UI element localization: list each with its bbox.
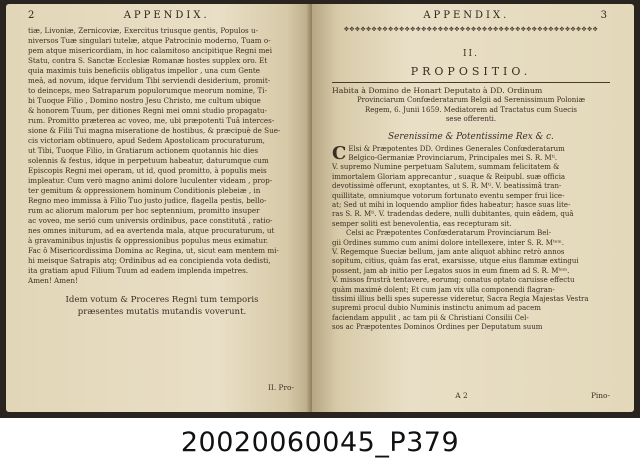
salutation: Serenissime & Potentissime Rex & c. [388, 131, 554, 142]
left-closing-text [28, 294, 296, 318]
summary-main-line: Habita à Domino de Honart Deputato à DD. Ordinum [332, 86, 543, 95]
left-body-line: à gravaminibus injustis & oppressionibus populus meus eximatur. [28, 236, 269, 245]
left-body-line: tiæ, Livoniæ, Zernicoviæ, Exercitus triusque gentis, Populos u- [28, 26, 259, 35]
left-body-line: ita gratiam apud Filium Tuum ad eadem implenda impetres. [28, 266, 249, 275]
left-body-line: Amen! Amen! [28, 276, 78, 285]
right-body-line: quillitate, omniumque votorum fortunato eventu semper frui lice- [332, 191, 565, 200]
right-body-line: semper soliti est benevolentia, eas recepturam sit. [332, 219, 512, 228]
left-running-head [28, 10, 296, 24]
right-body-text [332, 142, 610, 333]
heading-rule [332, 82, 610, 83]
right-body-line: at; Sed ut mihi in loquendo amplior fides habeatur; hasce suas lite- [332, 200, 571, 209]
left-body-line: cis victoriam obtinuero, apud Sedem Apostolicam procuraturum, [28, 136, 265, 145]
left-body-line: Regno meo immissa à Filio Tuo justo judice, flagella pestis, bello- [28, 196, 267, 205]
right-body-line: possent, jam ab initio per Legatos suos in eum finem ad S. R. Mᵗᵉᵐ. [332, 266, 570, 275]
drop-cap: C [332, 142, 347, 164]
left-running-title: APPENDIX. [123, 10, 210, 21]
left-closing-line: Idem votum & Proceres Regni tum temporis [65, 295, 259, 305]
summary-line: Provinciarum Confœderatarum Belgii ad Serenissimum Poloniæ [356, 96, 586, 104]
left-page [6, 4, 312, 412]
summary-line: Regem, 6. Junii 1659. Mediatorem ad Tractatus cum Suecis [364, 105, 577, 114]
left-body-line: nes omnes initurum, ad ea avertenda mala, atque procuraturum, ut [28, 226, 275, 235]
image-caption: 20020060045_P379 [180, 426, 460, 458]
right-running-head [332, 10, 610, 24]
left-body-line: bi Tuoque Filio , Domino nostro Jesu Christo, me cultum ubique [28, 96, 261, 105]
left-body-line: hi meisque Satrapis atq; Ordinibus ad ea concipienda vota dedisti, [28, 256, 271, 265]
left-body-line: ac voveo, me serió cum universis ordinibus, pace constitutâ , ratio- [28, 216, 273, 225]
left-body-line: Fac ô Misericordissima Domina ac Regina, ut, sicut eam mentem mi- [28, 246, 279, 255]
left-body-line: rum ac aliorum malorum per hoc septennium, promitto insuper [28, 206, 260, 215]
right-body-line: Belgico-Germaniæ Provinciarum, Principales mei S. R. Mᵗⁱ. [348, 153, 558, 162]
right-body-line: quàm maximè dolent; Et cum jam vix ulla componendi flagran- [332, 285, 555, 294]
section-heading: PROPOSITIO. [410, 65, 532, 78]
summary-line: sese offerenti. [445, 115, 497, 123]
left-body-line: Statu, contra S. Sanctæ Ecclesiæ Romanæ hostes supplex oro. Et [28, 56, 268, 65]
left-body-line: quia maximis tuis beneficiis obligatus impellor , una cum Gente [28, 66, 260, 75]
left-catchword: II. Pro- [268, 383, 294, 392]
left-body-line: rum. Promitto præterea ac voveo, me, ubi præpotenti Tuâ interces- [28, 116, 275, 125]
left-body-text [28, 26, 296, 286]
right-page [312, 4, 634, 412]
left-body-line: pem atque misericordiam, in hoc calamitoso ancipitique Regni mei [28, 46, 272, 55]
right-body-line: sopitum, citius, quàm fas erat, exarsisse, utque eius flammæ extingui [332, 257, 579, 266]
left-body-line: solennis & festus, idque in perpetuum habeatur, daturumque cum [28, 156, 269, 165]
signature-mark: A 2 [455, 391, 468, 400]
left-closing-line: præsentes mutatis mutandis voverunt. [77, 307, 247, 317]
right-body-line: supremi procul dubio Numinis instinctu animum ad pacem [332, 304, 541, 313]
right-body-line: V. supremo Numine perpetuam Salutem, summam felicitatem & [332, 163, 560, 172]
right-body-line: Celsi ac Præpotentes Confœderatarum Provinciarum Bel- [346, 229, 552, 238]
left-body-line: & honorem Tuum, per ditiones Regni mei omni studio propagatu- [28, 106, 267, 115]
ornamental-border-row: ✥✥✥✥✥✥✥✥✥✥✥✥✥✥✥✥✥✥✥✥✥✥✥✥✥✥✥✥✥✥✥✥✥✥✥✥✥✥✥✥✥✥✥✥✥✥ [343, 26, 599, 33]
right-body-line: tissimi illius belli spes superesse videretur, Sacra Regia Majestas Vestra [332, 295, 589, 303]
left-body-line: meâ, ad novum, idque fervidum Tibi serviendi desiderium, promit- [28, 76, 271, 85]
right-running-title: APPENDIX. [423, 10, 510, 21]
left-body-line: Episcopis Regni mei operam, ut id, quod promitto, à populis meis [28, 166, 267, 175]
right-body-line: ras S. R. Mᵗⁱ. V. tradendas dedere, nulli dubitantes, quin eâdem, quâ [332, 210, 574, 219]
left-body-line: ut Tibi, Tuoque Filio, in Gratiarum actionem quotannis hic dies [28, 146, 259, 155]
right-body-line: V. missos frustrà tentavere, eorumq; conatus optato caruisse effectu [332, 276, 575, 285]
left-body-line: ter gemitum & oppressionem hominum Conditionis plebeiæ , in [28, 186, 261, 195]
right-body-line: sos ac Præpotentes Dominos Ordines per Deputatum suum [332, 323, 543, 332]
right-body-line: V. Regemque Sueciæ bellum, jam ante aliquot abhinc retrò annos [332, 247, 565, 256]
right-body-line: immortalem Gloriam apprecantur , suaque & Reipubl. suæ officia [332, 172, 566, 181]
left-body-line: sione & Filii Tui magna miseratione de hostibus, & præcipuè de Sue- [28, 126, 281, 135]
left-page-number: 2 [28, 10, 38, 21]
right-body-line: gii Ordines summo cum animi dolore intellexere, inter S. R. Mᵗᵉᵐ. [332, 238, 564, 247]
left-body-line: to deinceps, meo Satraparum populorumque meorum nomine, Ti- [28, 86, 268, 95]
right-page-number: 3 [600, 10, 610, 21]
right-catchword: Pino- [590, 391, 610, 400]
right-body-line: devotissimè offerunt, exoptantes, ut S. R. Mᵗⁱ. V. beatissimâ tran- [332, 182, 562, 191]
right-page-footer [332, 391, 610, 400]
summary-lines [332, 96, 610, 125]
left-body-line: impleatur. Cum verò magno animi dolore luculenter videam , prop- [28, 176, 273, 185]
section-number: II. [463, 49, 479, 59]
left-body-line: niversos Tuæ singulari tutelæ, atque Patrocinio moderno, Tuam o- [28, 36, 271, 45]
right-body-line: faciendam appulit , ac tam pii & Christiani Consilii Cel- [332, 313, 529, 322]
right-body-line: Elsi & Præpotentes DD. Ordines Generales Confœderatarum [348, 144, 565, 153]
